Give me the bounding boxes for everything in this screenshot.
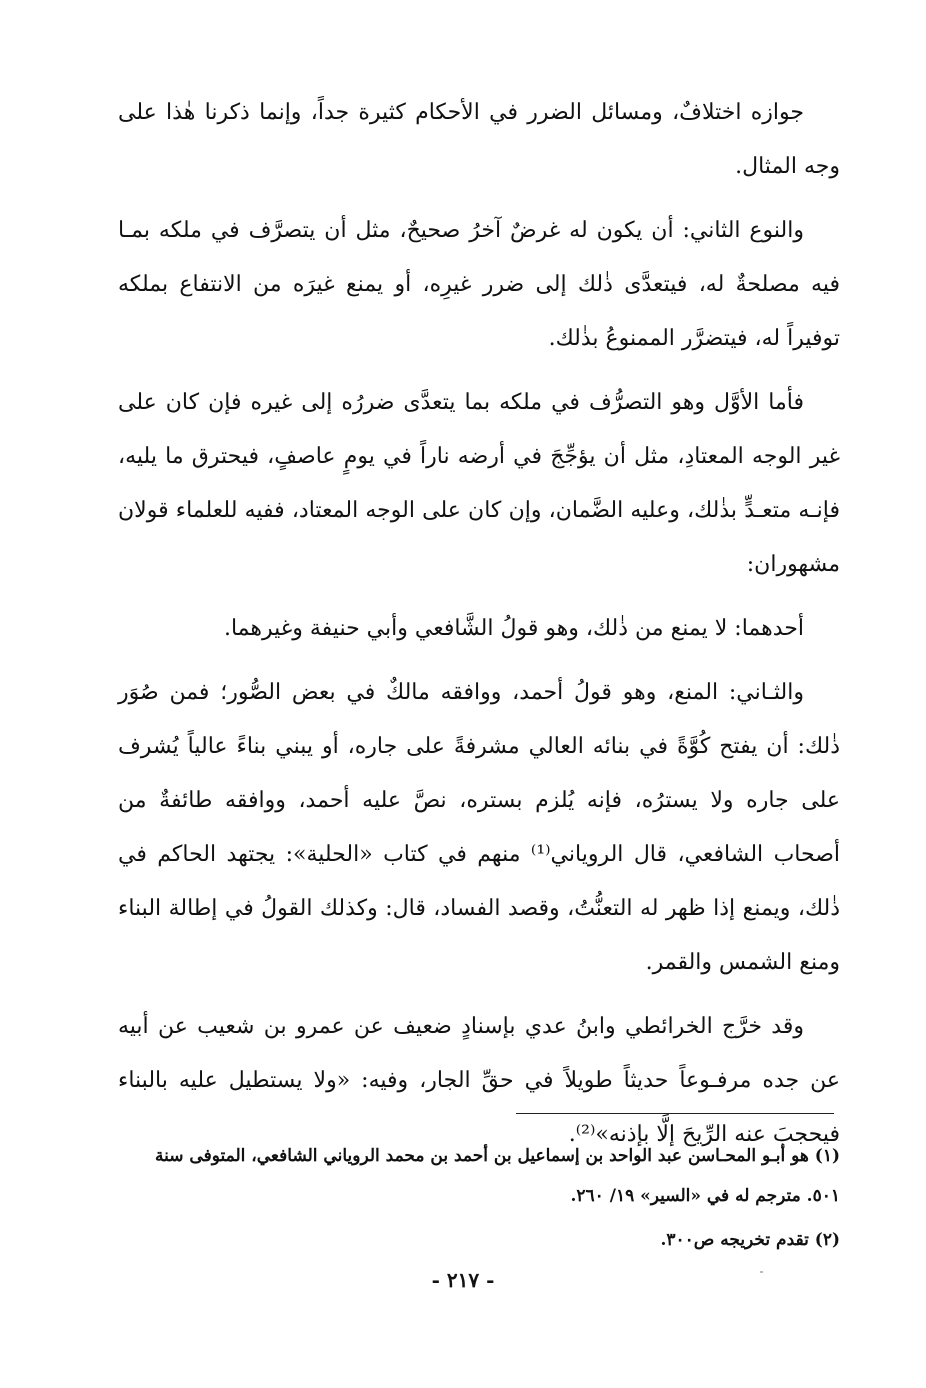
scan-speck xyxy=(760,1271,763,1273)
footnotes xyxy=(118,1136,840,1264)
paragraph: وقد خرَّج الخرائطي وابنُ عدي بإسنادٍ ضعيف عن عمرو بن شعيب عن أبيه عن جده مرفـوعاً حديثاً طويلاً في حقِّ الجار، وفيه: «ولا يستطيل عليه بالبناء فيحجبَ عنه الرِّيحَ إلَّا بإذنه»⁽²⁾. xyxy=(118,1014,840,1147)
main-text xyxy=(118,86,840,1172)
paragraph: والثـاني: المنع، وهو قولُ أحمد، ووافقه مالكٌ في بعض الصُّور؛ فمن صُوَر ذٰلك: أن يفتح كُوَّةً في بنائه العالي مشرفةً على جاره، أو يبني بناءً عالياً يُشرف على جاره ولا يسترُه، فإنه يُلزم بستره، نصَّ عليه أحمد، ووافقه طائفةٌ من أصحاب الشافعي، قال الروياني⁽¹⁾ منهم في كتاب «الحلية»: يجتهد الحاكم في ذٰلك، ويمنع إذا ظهر له التعنُّتُ، وقصد الفساد، قال: وكذلك القولُ في إطالة البناء ومنع الشمس والقمر. xyxy=(118,680,840,975)
page-number: - ٢١٧ - xyxy=(431,1268,495,1292)
footnote: (١) هو أبـو المحـاسن عبد الواحد بن إسماعيل بن أحمد بن محمد الروياني الشافعي، المتوفى سنة ٥٠١. مترجم له في «السير» ١٩/ ٢٦٠. xyxy=(155,1146,840,1206)
paragraph: والنوع الثاني: أن يكون له غرضٌ آخرُ صحيحٌ، مثل أن يتصرَّف في ملكه بمـا فيه مصلحةٌ له، فيتعدَّى ذٰلك إلى ضرر غيرِه، أو يمنع غيرَه من الانتفاع بملكه توفيراً له، فيتضرَّر الممنوعُ بذٰلك. xyxy=(118,218,840,351)
paragraph: فأما الأوَّل وهو التصرُّف في ملكه بما يتعدَّى ضررُه إلى غيره فإن كان على غير الوجه المعتادِ، مثل أن يؤجِّجَ في أرضه ناراً في يومٍ عاصفٍ، فيحترق ما يليه، فإنـه متعـدٍّ بذٰلك، وعليه الضَّمان، وإن كان على الوجه المعتاد، ففيه للعلماء قولان مشهوران: xyxy=(118,390,840,577)
footnote: (٢) تقدم تخريجه ص٣٠٠. xyxy=(660,1230,840,1250)
paragraph: أحدهما: لا يمنع من ذٰلك، وهو قولُ الشَّافعي وأبي حنيفة وغيرهما. xyxy=(223,616,804,641)
paragraph: جوازه اختلافٌ، ومسائل الضرر في الأحكام كثيرة جداً، وإنما ذكرنا هٰذا على وجه المثال. xyxy=(118,100,840,179)
footnote-divider xyxy=(516,1113,834,1114)
